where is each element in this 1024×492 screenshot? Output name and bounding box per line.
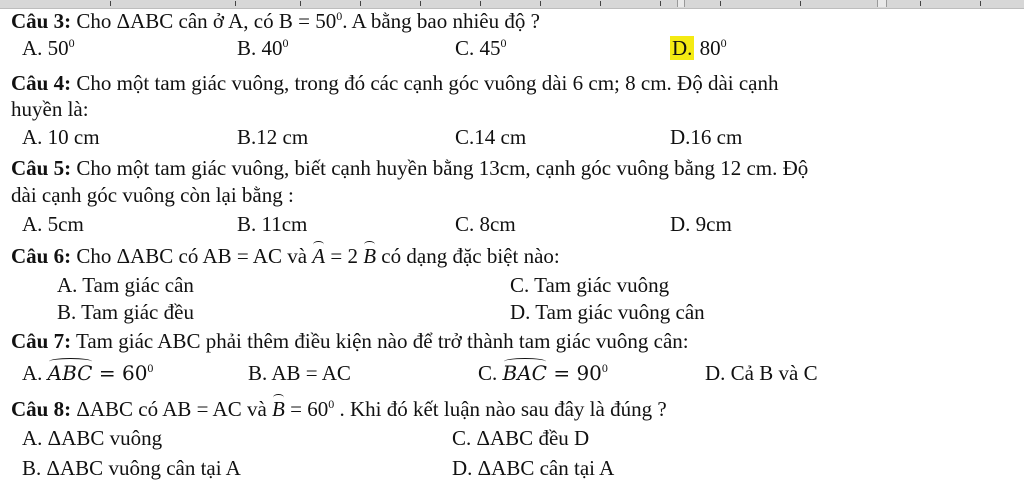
question-3-option-b: B. $40^0$ xyxy=(237,36,289,60)
question-8-stem-c: . Khi đó kết luận nào sau đây là đúng ? xyxy=(334,397,667,421)
ruler-tick xyxy=(110,1,111,6)
question-3-stem-b: . A bằng bao nhiêu độ ? xyxy=(342,9,540,33)
question-5-label: Câu 5: xyxy=(11,156,72,180)
question-6-stem-b: = 2 xyxy=(325,244,364,268)
question-8-stem-b: = 60 xyxy=(284,397,329,421)
question-3-option-c: C. $45^0$ xyxy=(455,36,507,60)
question-7-option-b: B. AB = AC xyxy=(248,361,351,385)
answer-highlight: D. xyxy=(672,36,693,60)
ruler-tick xyxy=(540,1,541,6)
question-3-option-d: D. $80^0$ xyxy=(672,36,727,60)
ruler-tick xyxy=(720,1,721,6)
ruler-tick xyxy=(600,1,601,6)
angle-a-symbol: A xyxy=(312,244,326,268)
ruler-margin-marker[interactable] xyxy=(677,0,685,7)
question-8-option-b: B. ΔABC vuông cân tại A xyxy=(22,456,241,480)
question-6-option-b: B. Tam giác đều xyxy=(57,300,194,324)
question-6-text xyxy=(11,244,560,268)
question-4-text xyxy=(11,71,779,95)
question-4-option-b: B.12 cm xyxy=(237,125,309,149)
ruler-tick xyxy=(360,1,361,6)
ruler-tick xyxy=(980,1,981,6)
question-8-option-c: C. ΔABC đều D xyxy=(452,426,590,450)
question-8-option-d: D. ΔABC cân tại A xyxy=(452,456,615,480)
question-6-option-c: C. Tam giác vuông xyxy=(510,273,670,297)
angle-b-symbol: B xyxy=(363,244,377,268)
question-5-text-continued: dài cạnh góc vuông còn lại bằng : xyxy=(11,183,294,207)
question-6-stem-a: Cho ΔABC có AB = AC và xyxy=(71,244,313,268)
question-8-stem-a: ΔABC có AB = AC và xyxy=(71,397,273,421)
question-4-option-a: A. 10 cm xyxy=(22,125,100,149)
question-3-stem-a: Cho ΔABC cân ở A, có B = 50 xyxy=(71,9,337,33)
angle-bac-symbol: BAC xyxy=(502,361,547,385)
question-8-text xyxy=(11,397,667,421)
question-4-stem: Cho một tam giác vuông, trong đó các cạnh góc vuông dài 6 cm; 8 cm. Độ dài cạnh xyxy=(71,71,779,95)
angle-abc-symbol: ABC xyxy=(47,361,93,385)
question-7-text xyxy=(11,329,689,353)
ruler-tick xyxy=(800,1,801,6)
ruler-tick xyxy=(920,1,921,6)
question-6-option-a: A. Tam giác cân xyxy=(57,273,194,297)
question-7-option-a: A. ABC = $60^0$ xyxy=(22,361,154,385)
ruler-indent-marker[interactable] xyxy=(877,0,887,7)
ruler-tick xyxy=(300,1,301,6)
question-6-option-d: D. Tam giác vuông cân xyxy=(510,300,705,324)
question-5-text xyxy=(11,156,808,180)
question-3-option-a: A. $50^0$ xyxy=(22,36,75,60)
ruler-tick xyxy=(660,1,661,6)
degree-mark: 0 xyxy=(336,9,343,23)
ruler-tick xyxy=(420,1,421,6)
question-6-stem-c: có dạng đặc biệt nào: xyxy=(376,244,560,268)
question-4-text-continued: huyền là: xyxy=(11,97,89,121)
question-5-option-c: C. 8cm xyxy=(455,212,516,236)
question-3-label: Câu 3: xyxy=(11,9,72,33)
question-3-text xyxy=(11,9,540,33)
question-7-stem: Tam giác ABC phải thêm điều kiện nào để trở thành tam giác vuông cân: xyxy=(71,329,689,353)
degree-mark: 0 xyxy=(328,397,335,411)
question-6-label: Câu 6: xyxy=(11,244,72,268)
ruler-tick xyxy=(235,1,236,6)
question-5-option-a: A. 5cm xyxy=(22,212,84,236)
question-8-label: Câu 8: xyxy=(11,397,72,421)
question-4-label: Câu 4: xyxy=(11,71,72,95)
question-5-option-b: B. 11cm xyxy=(237,212,308,236)
angle-b-symbol: B xyxy=(272,397,285,421)
question-7-option-d: D. Cả B và C xyxy=(705,361,818,385)
ruler-tick xyxy=(480,1,481,6)
question-4-option-d: D.16 cm xyxy=(670,125,743,149)
question-5-stem: Cho một tam giác vuông, biết cạnh huyền bằng 13cm, cạnh góc vuông bằng 12 cm. Độ xyxy=(71,156,809,180)
question-8-option-a: A. ΔABC vuông xyxy=(22,426,163,450)
question-7-option-c: C. BAC = $90^0$ xyxy=(478,361,608,385)
question-5-option-d: D. 9cm xyxy=(670,212,732,236)
ruler-bar xyxy=(0,0,1024,9)
question-4-option-c: C.14 cm xyxy=(455,125,527,149)
question-7-label: Câu 7: xyxy=(11,329,72,353)
